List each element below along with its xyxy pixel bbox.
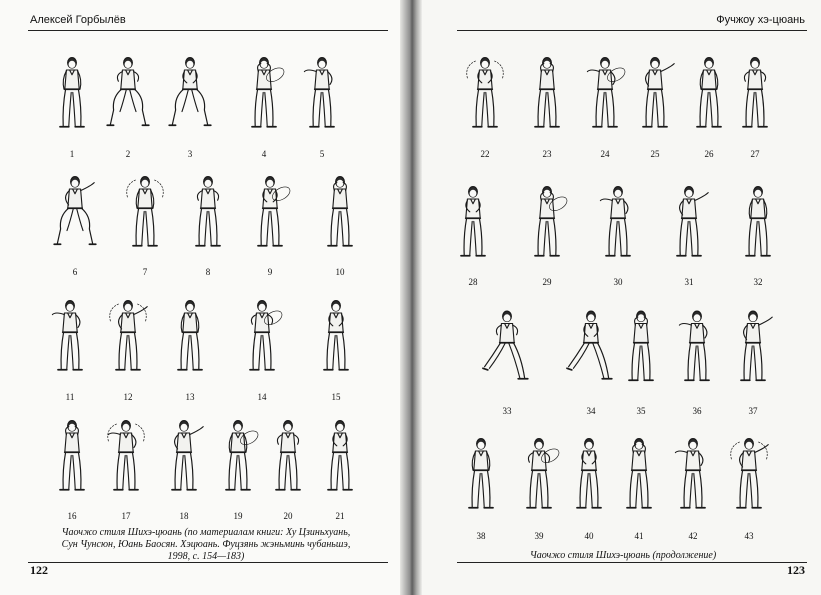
left-figure-16-drawing bbox=[48, 404, 96, 510]
right-caption: Чаочжо стиля Шихэ-цюань (продолжение) bbox=[529, 550, 717, 561]
right-figure-34-drawing bbox=[567, 290, 615, 405]
left-figure-18-number: 18 bbox=[179, 511, 189, 521]
right-figure-38 bbox=[457, 420, 505, 530]
right-running-header: Фучжоу хэ-цюань bbox=[716, 14, 805, 26]
left-page bbox=[0, 0, 408, 595]
left-figure-10 bbox=[316, 160, 364, 266]
left-figure-2-number: 2 bbox=[125, 149, 131, 159]
right-figure-33-number: 33 bbox=[502, 406, 512, 416]
left-figure-20-number: 20 bbox=[283, 511, 293, 521]
right-figure-25-drawing bbox=[631, 40, 679, 148]
left-figure-1-number: 1 bbox=[69, 149, 75, 159]
right-figure-29-number: 29 bbox=[542, 277, 552, 287]
left-figure-8-number: 8 bbox=[205, 267, 211, 277]
right-figure-23-drawing bbox=[523, 40, 571, 148]
right-figure-38-number: 38 bbox=[476, 531, 486, 541]
left-figure-10-drawing bbox=[316, 160, 364, 266]
right-figure-24-number: 24 bbox=[600, 149, 610, 159]
right-figure-43-drawing bbox=[725, 420, 773, 530]
left-figure-8-drawing bbox=[184, 160, 232, 266]
right-figure-40-number: 40 bbox=[584, 531, 594, 541]
left-figure-21 bbox=[316, 404, 364, 510]
right-figure-25-number: 25 bbox=[650, 149, 660, 159]
left-figure-6-number: 6 bbox=[72, 267, 78, 277]
left-figure-13 bbox=[166, 283, 214, 391]
left-caption-line-1: Чаочжо стиля Шихэ-цюань (по материалам книги: Ху Цзиньхуань, bbox=[61, 527, 351, 538]
right-figure-22 bbox=[461, 40, 509, 148]
left-figure-4 bbox=[240, 40, 288, 148]
left-figure-2 bbox=[104, 40, 152, 148]
right-figure-26-number: 26 bbox=[704, 149, 714, 159]
left-figure-4-drawing bbox=[240, 40, 288, 148]
left-figure-8 bbox=[184, 160, 232, 266]
right-figure-26 bbox=[685, 40, 733, 148]
left-figure-1-drawing bbox=[48, 40, 96, 148]
right-figure-31-number: 31 bbox=[684, 277, 694, 287]
left-header-rule bbox=[28, 30, 388, 31]
left-figure-3-drawing bbox=[166, 40, 214, 148]
right-figure-41-drawing bbox=[615, 420, 663, 530]
left-figure-16 bbox=[48, 404, 96, 510]
right-figure-27-drawing bbox=[731, 40, 779, 148]
left-figure-10-number: 10 bbox=[335, 267, 345, 277]
left-figure-12-drawing bbox=[104, 283, 152, 391]
left-figure-19 bbox=[214, 404, 262, 510]
right-figure-37-drawing bbox=[729, 290, 777, 405]
right-figure-37 bbox=[729, 290, 777, 405]
left-figure-7-number: 7 bbox=[142, 267, 148, 277]
right-figure-28-drawing bbox=[449, 170, 497, 276]
right-footer-rule bbox=[457, 562, 807, 563]
left-figure-15-drawing bbox=[312, 283, 360, 391]
left-figure-16-number: 16 bbox=[67, 511, 77, 521]
right-figure-29-drawing bbox=[523, 170, 571, 276]
left-figure-9 bbox=[246, 160, 294, 266]
right-figure-27-number: 27 bbox=[750, 149, 760, 159]
left-figure-15 bbox=[312, 283, 360, 391]
right-header-rule bbox=[457, 30, 807, 31]
right-figure-32-number: 32 bbox=[753, 277, 763, 287]
left-figure-17-number: 17 bbox=[121, 511, 131, 521]
left-caption bbox=[20, 527, 392, 563]
left-figure-11-number: 11 bbox=[65, 392, 75, 402]
right-figure-36-number: 36 bbox=[692, 406, 702, 416]
right-figure-40 bbox=[565, 420, 613, 530]
right-figure-24 bbox=[581, 40, 629, 148]
right-figure-35 bbox=[617, 290, 665, 405]
left-footer-rule bbox=[28, 562, 388, 563]
left-figure-5 bbox=[298, 40, 346, 148]
left-figure-2-drawing bbox=[104, 40, 152, 148]
left-figure-7 bbox=[121, 160, 169, 266]
left-figure-6 bbox=[51, 160, 99, 266]
left-figure-3 bbox=[166, 40, 214, 148]
left-figure-9-drawing bbox=[246, 160, 294, 266]
left-figure-13-drawing bbox=[166, 283, 214, 391]
right-figure-43-number: 43 bbox=[744, 531, 754, 541]
right-figure-43 bbox=[725, 420, 773, 530]
right-figure-38-drawing bbox=[457, 420, 505, 530]
right-figure-36-drawing bbox=[673, 290, 721, 405]
left-figure-21-drawing bbox=[316, 404, 364, 510]
left-figure-5-number: 5 bbox=[319, 149, 325, 159]
right-figure-23-number: 23 bbox=[542, 149, 552, 159]
left-figure-7-drawing bbox=[121, 160, 169, 266]
left-figure-3-number: 3 bbox=[187, 149, 193, 159]
right-figure-39-drawing bbox=[515, 420, 563, 530]
left-figure-4-number: 4 bbox=[261, 149, 267, 159]
right-figure-29 bbox=[523, 170, 571, 276]
left-figure-18-drawing bbox=[160, 404, 208, 510]
right-figure-28-number: 28 bbox=[468, 277, 478, 287]
left-figure-14 bbox=[238, 283, 286, 391]
right-figure-28 bbox=[449, 170, 497, 276]
left-figure-17-drawing bbox=[102, 404, 150, 510]
left-figure-14-number: 14 bbox=[257, 392, 267, 402]
left-figure-13-number: 13 bbox=[185, 392, 195, 402]
right-figure-34 bbox=[567, 290, 615, 405]
left-figure-20-drawing bbox=[264, 404, 312, 510]
left-figure-14-drawing bbox=[238, 283, 286, 391]
right-figure-27 bbox=[731, 40, 779, 148]
right-figure-31-drawing bbox=[665, 170, 713, 276]
right-figure-35-number: 35 bbox=[636, 406, 646, 416]
right-figure-26-drawing bbox=[685, 40, 733, 148]
right-figure-39-number: 39 bbox=[534, 531, 544, 541]
right-page-number: 123 bbox=[787, 563, 805, 577]
right-page bbox=[413, 0, 821, 595]
right-figure-42 bbox=[669, 420, 717, 530]
right-figure-32-drawing bbox=[734, 170, 782, 276]
left-figure-5-drawing bbox=[298, 40, 346, 148]
left-figure-19-drawing bbox=[214, 404, 262, 510]
left-caption-line-3: 1998, с. 154—183) bbox=[167, 551, 245, 562]
left-figure-6-drawing bbox=[51, 160, 99, 266]
left-figure-15-number: 15 bbox=[331, 392, 341, 402]
right-figure-30-number: 30 bbox=[613, 277, 623, 287]
right-figure-31 bbox=[665, 170, 713, 276]
book-gutter bbox=[400, 0, 422, 595]
left-figure-18 bbox=[160, 404, 208, 510]
left-figure-1 bbox=[48, 40, 96, 148]
right-figure-36 bbox=[673, 290, 721, 405]
right-figure-22-drawing bbox=[461, 40, 509, 148]
right-figure-25 bbox=[631, 40, 679, 148]
right-figure-39 bbox=[515, 420, 563, 530]
left-figure-9-number: 9 bbox=[267, 267, 273, 277]
right-figure-40-drawing bbox=[565, 420, 613, 530]
right-figure-32 bbox=[734, 170, 782, 276]
right-figure-41 bbox=[615, 420, 663, 530]
left-figure-12 bbox=[104, 283, 152, 391]
right-figure-41-number: 41 bbox=[634, 531, 644, 541]
left-figure-11 bbox=[46, 283, 94, 391]
right-figure-24-drawing bbox=[581, 40, 629, 148]
right-figure-23 bbox=[523, 40, 571, 148]
left-figure-20 bbox=[264, 404, 312, 510]
right-figure-34-number: 34 bbox=[586, 406, 596, 416]
left-figure-21-number: 21 bbox=[335, 511, 345, 521]
right-figure-42-drawing bbox=[669, 420, 717, 530]
left-figure-11-drawing bbox=[46, 283, 94, 391]
right-figure-37-number: 37 bbox=[748, 406, 758, 416]
left-figure-19-number: 19 bbox=[233, 511, 243, 521]
left-caption-line-2: Сун Чунсюн, Юань Баосян. Хэцюань. Фуцзянь жэньминь чубаньшэ, bbox=[61, 539, 351, 550]
left-figure-12-number: 12 bbox=[123, 392, 133, 402]
left-running-header: Алексей Горбылёв bbox=[30, 14, 126, 26]
right-figure-22-number: 22 bbox=[480, 149, 490, 159]
left-page-number: 122 bbox=[30, 563, 48, 577]
right-figure-33-drawing bbox=[483, 290, 531, 405]
right-figure-30 bbox=[594, 170, 642, 276]
right-figure-35-drawing bbox=[617, 290, 665, 405]
right-figure-33 bbox=[483, 290, 531, 405]
right-figure-30-drawing bbox=[594, 170, 642, 276]
right-figure-42-number: 42 bbox=[688, 531, 698, 541]
left-figure-17 bbox=[102, 404, 150, 510]
